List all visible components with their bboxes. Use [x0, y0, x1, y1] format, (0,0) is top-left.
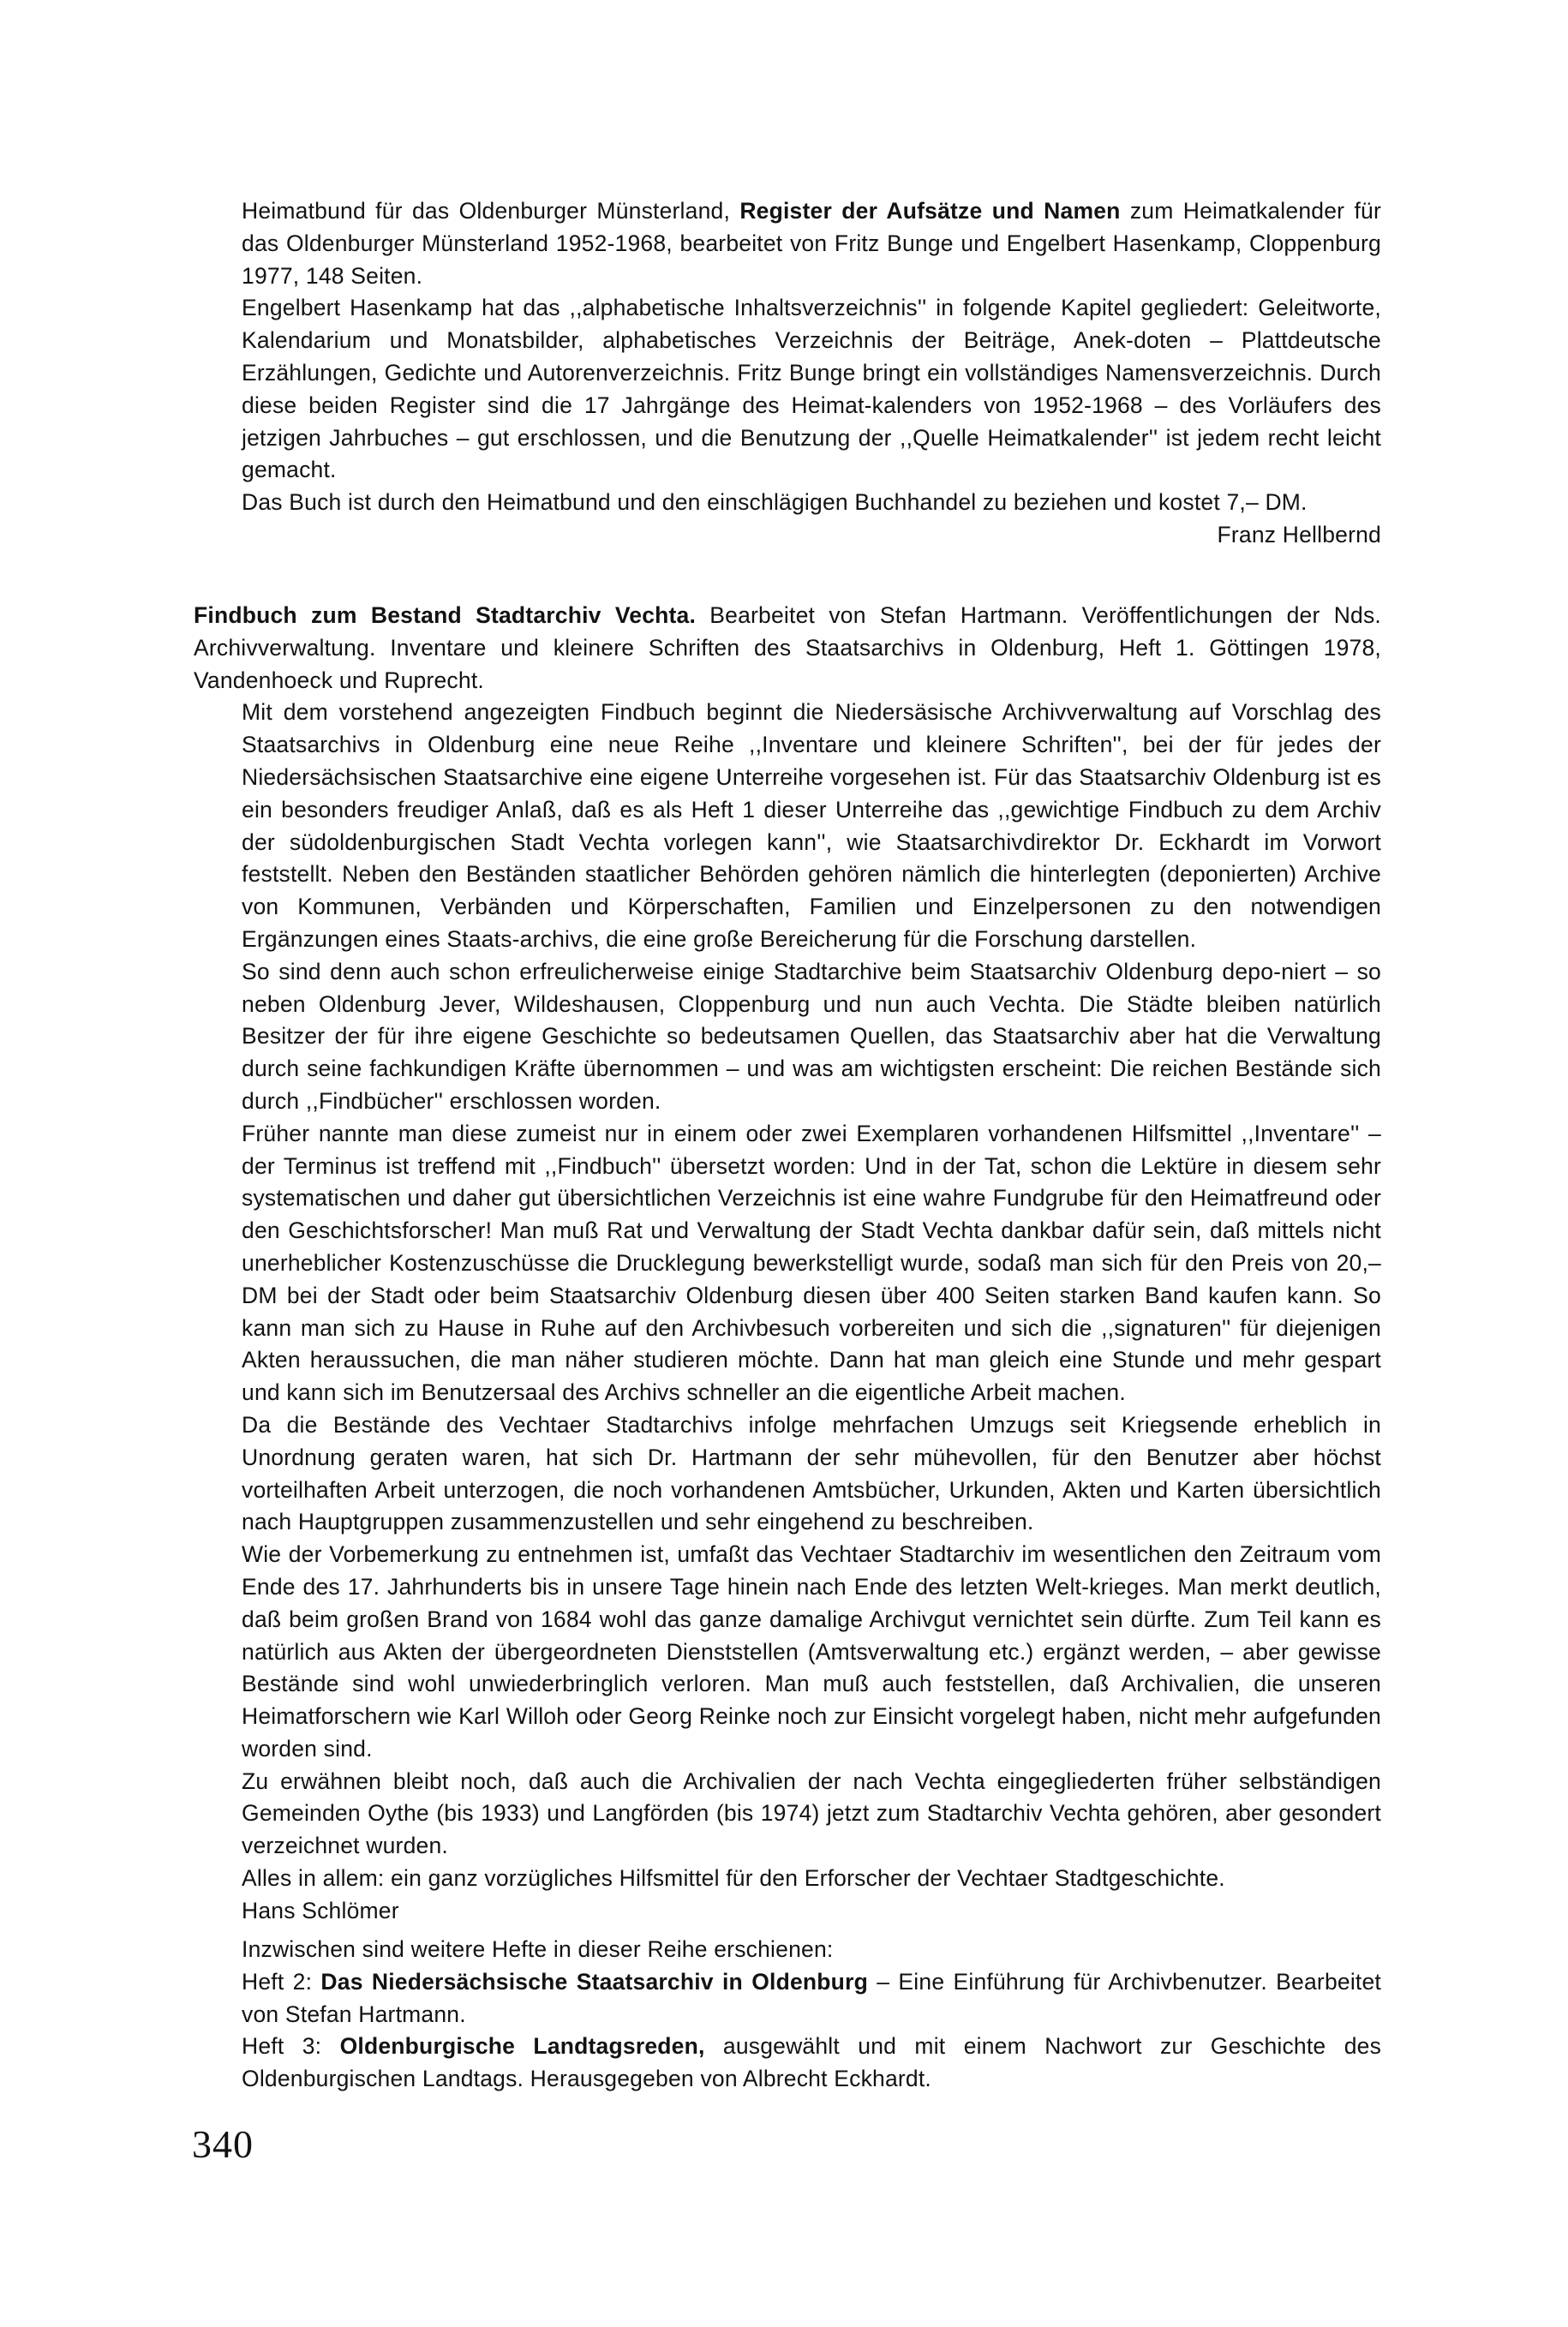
page-number: 340 [192, 2122, 254, 2166]
addendum-heft-3-label: Heft 3: [242, 2033, 340, 2060]
review-2-paragraph: Alles in allem: ein ganz vorzügliches Hilfsmittel für den Erforscher der Vechtaer Stadtgeschichte. [242, 1865, 1225, 1892]
review-2-citation [194, 600, 1381, 697]
review-1-paragraph: Engelbert Hasenkamp hat das ,,alphabetische Inhaltsverzeichnis'' in folgende Kapitel gegliedert: Geleitworte, Kalendarium und Monatsbilder, alphabetisches Verzeichnis der Beiträge, Anek-doten – Plattdeutsche Erzählungen, Gedichte und Autorenverzeichnis. Fritz Bunge bringt ein vollständiges Namensverzeichnis. Durch diese beiden Register sind die 17 Jahrgänge des Heimat-kalenders von 1952-1968 – des Vorläufers des jetzigen Jahrbuches – gut erschlossen, und die Benutzung der ,,Quelle Heimatkalender'' ist jedem recht leicht gemacht. [242, 295, 1381, 483]
review-2-paragraph: So sind denn auch schon erfreulicherweise einige Stadtarchive beim Staatsarchiv Oldenburg depo-niert – so neben Oldenburg Jever, Wildeshausen, Cloppenburg und nun auch Vechta. Die Städte bleiben natürlich Besitzer der für ihre eigene Geschichte so bedeutsamen Quellen, das Staatsarchiv aber hat die Verwaltung durch seine fachkundigen Kräfte übernommen – und was am wichtigsten erscheint: Die reichen Bestände sich durch ,,Findbücher'' erschlossen worden. [242, 958, 1381, 1114]
review-findbuch-vechta [194, 600, 1381, 1928]
review-2-paragraph: Mit dem vorstehend angezeigten Findbuch beginnt die Niedersäsische Archivverwaltung auf Vorschlag des Staatsarchivs in Oldenburg eine neue Reihe ,,Inventare und kleinere Schriften'', bei der für jedes der Niedersächsischen Staatsarchive eine eigene Unterreihe vorgesehen ist. Für das Staatsarchiv Oldenburg ist es ein besonders freudiger Anlaß, daß es als Heft 1 dieser Unterreihe das ,,gewichtige Findbuch zu dem Archiv der südoldenburgischen Stadt Vechta vorlegen kann'', wie Staatsarchivdirektor Dr. Eckhardt im Vorwort feststellt. Neben den Beständen staatlicher Behörden gehören nämlich die hinterlegten (deponierten) Archive von Kommunen, Verbänden und Körperschaften, Familien und Einzelpersonen zu den notwendigen Ergänzungen eines Staats-archivs, die eine große Bereicherung für die Forschung darstellen. [242, 699, 1381, 952]
review-1-author: Franz Hellbernd [1217, 521, 1381, 547]
addendum-heft-2 [242, 1966, 1381, 2031]
review-2-paragraph: Wie der Vorbemerkung zu entnehmen ist, umfaßt das Vechtaer Stadtarchiv im wesentlichen den Zeitraum vom Ende des 17. Jahrhunderts bis in unsere Tage hinein nach Ende des letzten Welt-krieges. Man merkt deutlich, daß beim großen Brand von 1684 wohl das ganze damalige Archivgut vernichtet sein dürfte. Zum Teil kann es natürlich aus Akten der übergeordneten Dienststellen (Amtsverwaltung etc.) ergänzt werden, – aber gewisse Bestände sind wohl unwiederbringlich verloren. Man muß auch feststellen, daß Archivalien, die unseren Heimatforschern wie Karl Willoh oder Georg Reinke noch zur Einsicht vorgelegt haben, nicht mehr aufgefunden worden sind. [242, 1541, 1381, 1762]
addendum-heft-2-title: Das Niedersächsische Staatsarchiv in Oldenburg [320, 1968, 868, 1995]
review-1-publisher: Heimatbund für das Oldenburger Münsterland, [242, 198, 740, 224]
review-2-title: Findbuch zum Bestand Stadtarchiv Vechta. [194, 602, 697, 628]
addendum-further-issues [242, 1934, 1381, 2096]
addendum-heft-2-details: – Eine Einführung für Archivbenutzer. Bearbeitet von Stefan Hartmann. [242, 1968, 1381, 2027]
addendum-heft-3-details: ausgewählt und mit einem Nachwort zur Geschichte des Oldenburgischen Landtags. Herausgegeben von Albrecht Eckhardt. [242, 2033, 1382, 2092]
review-1-bibliographic-details: zum Heimatkalender für das Oldenburger Münsterland 1952-1968, bearbeitet von Fritz Bunge und Engelbert Hasenkamp, Cloppenburg 1977, 148 Seiten. [242, 198, 1381, 289]
addendum-heft-3-title: Oldenburgische Landtagsreden, [339, 2033, 705, 2060]
review-heimatbund-register [242, 195, 1381, 552]
review-2-paragraph: Früher nannte man diese zumeist nur in einem oder zwei Exemplaren vorhandenen Hilfsmittel ,,Inventare'' – der Terminus ist treffend mit ,,Findbuch'' übersetzt worden: Und in der Tat, schon die Lektüre in diesem sehr systematischen und daher gut übersichtlichen Verzeichnis ist eine wahre Fundgrube für den Heimatfreund oder den Geschichtsforscher! Man muß Rat und Verwaltung der Stadt Vechta dankbar dafür sein, daß mittels nicht unerheblicher Kostenzuschüsse die Drucklegung bewerkstelligt wurde, sodaß man sich für den Preis von 20,– DM bei der Stadt oder beim Staatsarchiv Oldenburg diesen über 400 Seiten starken Band kaufen kann. So kann man sich zu Hause in Ruhe auf den Archivbesuch vorbereiten und sich die ,,signaturen'' für diejenigen Akten heraussuchen, die man näher studieren möchte. Dann hat man gleich eine Stunde und mehr gespart und kann sich im Benutzersaal des Archivs schneller an die eigentliche Arbeit machen. [242, 1120, 1381, 1406]
addendum-heft-3 [242, 2031, 1381, 2096]
addendum-heft-2-label: Heft 2: [242, 1968, 321, 1995]
review-1-paragraph [242, 487, 1381, 547]
review-2-author: Hans Schlömer [242, 1897, 399, 1923]
addendum-intro: Inzwischen sind weitere Hefte in dieser Reihe erschienen: [242, 1936, 834, 1962]
review-2-bibliographic-details: Bearbeitet von Stefan Hartmann. Veröffentlichungen der Nds. Archivverwaltung. Inventare und kleinere Schriften des Staatsarchivs in Oldenburg, Heft 1. Göttingen 1978, Vandenhoeck und Ruprecht. [194, 602, 1381, 693]
review-2-paragraph: Zu erwähnen bleibt noch, daß auch die Archivalien der nach Vechta eingegliederten früher selbständigen Gemeinden Oythe (bis 1933) und Langförden (bis 1974) jetzt zum Stadtarchiv Vechta gehören, aber gesondert verzeichnet wurden. [242, 1768, 1381, 1859]
review-1-title: Register der Aufsätze und Namen [739, 198, 1121, 224]
review-1-price-text: Das Buch ist durch den Heimatbund und den einschlägigen Buchhandel zu beziehen und kostet 7,– DM. [242, 489, 1308, 516]
review-1-citation [242, 195, 1381, 292]
review-2-paragraph: Da die Bestände des Vechtaer Stadtarchivs infolge mehrfachen Umzugs seit Kriegsende erheblich in Unordnung geraten waren, hat sich Dr. Hartmann der sehr mühevollen, für den Benutzer aber höchst vorteilhaften Arbeit unterzogen, die noch vorhandenen Amtsbücher, Urkunden, Akten und Karten übersichtlich nach Hauptgruppen zusammenzustellen und sehr eingehend zu beschreiben. [242, 1411, 1381, 1535]
